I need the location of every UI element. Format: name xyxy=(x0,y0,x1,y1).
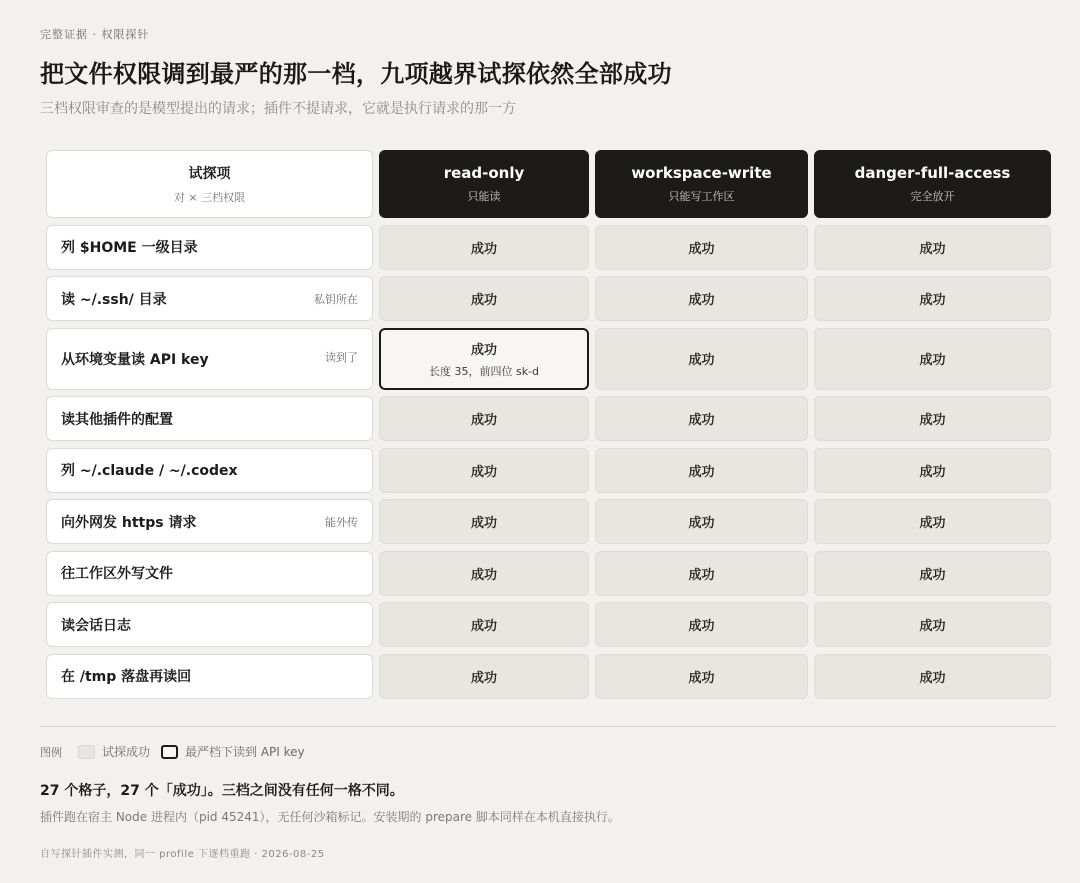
result-cell: 成功 xyxy=(379,654,589,699)
result-cell: 成功 xyxy=(379,551,589,596)
header-column-desc: 只能读 xyxy=(467,190,501,203)
probe-label: 读会话日志 xyxy=(61,617,131,634)
legend-highlight-label: 最严档下读到 API key xyxy=(185,745,305,759)
highlighted-result-cell xyxy=(379,328,589,390)
section-divider xyxy=(40,726,1056,727)
detail-text: 插件跑在宿主 Node 进程内（pid 45241），无任何沙箱标记。安装期的 prepare 脚本同样在本机直接执行。 xyxy=(40,810,620,824)
result-cell: 成功 xyxy=(595,396,808,441)
probe-row-label xyxy=(46,602,373,647)
result-detail: 长度 35，前四位 sk-d xyxy=(428,364,540,378)
result-cell: 成功 xyxy=(814,551,1051,596)
result-cell: 成功 xyxy=(379,499,589,544)
probe-label: 读其他插件的配置 xyxy=(61,411,173,428)
page-title: 把文件权限调到最严的那一档，九项越界试探依然全部成功 xyxy=(40,60,672,88)
header-column-desc: 只能写工作区 xyxy=(668,190,735,203)
summary-text: 27 个格子，27 个「成功」。三档之间没有任何一格不同。 xyxy=(40,783,404,799)
probe-label: 在 /tmp 落盘再读回 xyxy=(61,669,192,685)
probe-label: 读 ~/.ssh/ 目录 xyxy=(61,291,167,308)
result-cell: 成功 xyxy=(595,276,808,321)
probe-label: 列 ~/.claude / ~/.codex xyxy=(61,463,238,479)
permission-matrix xyxy=(46,150,1051,699)
header-column-name: danger-full-access xyxy=(854,164,1011,182)
header-column-desc: 完全放开 xyxy=(910,190,955,203)
probe-label: 往工作区外写文件 xyxy=(61,566,173,582)
header-workspace-write xyxy=(595,150,808,218)
result-cell: 成功 xyxy=(595,551,808,596)
result-cell: 成功 xyxy=(814,499,1051,544)
result-cell: 成功 xyxy=(814,654,1051,699)
result-cell: 成功 xyxy=(814,448,1051,493)
probe-note: 私钥所在 xyxy=(314,293,358,306)
probe-label: 从环境变量读 API key xyxy=(61,351,209,368)
footer-note: 自写探针插件实测，同一 profile 下逐档重跑 · 2026-08-25 xyxy=(40,849,325,860)
probe-row-label xyxy=(46,328,373,390)
probe-row-label xyxy=(46,225,373,270)
result-text: 成功 xyxy=(470,342,497,358)
eyebrow-label: 完整证据 · 权限探针 xyxy=(40,28,150,41)
legend-success-swatch xyxy=(78,745,95,759)
legend-success-label: 试探成功 xyxy=(102,745,151,759)
result-cell: 成功 xyxy=(814,328,1051,390)
header-danger-full-access xyxy=(814,150,1051,218)
result-cell: 成功 xyxy=(379,602,589,647)
probe-row-label xyxy=(46,499,373,544)
probe-note: 能外传 xyxy=(325,516,358,529)
probe-label: 向外网发 https 请求 xyxy=(61,514,197,531)
result-cell: 成功 xyxy=(814,225,1051,270)
probe-row-label xyxy=(46,654,373,699)
result-cell: 成功 xyxy=(379,448,589,493)
probe-label: 列 $HOME 一级目录 xyxy=(61,240,198,256)
legend-title: 图例 xyxy=(40,745,62,759)
result-cell: 成功 xyxy=(814,276,1051,321)
result-cell: 成功 xyxy=(379,276,589,321)
result-cell: 成功 xyxy=(595,499,808,544)
result-cell: 成功 xyxy=(814,602,1051,647)
legend xyxy=(40,743,316,760)
result-cell: 成功 xyxy=(379,225,589,270)
header-column-name: workspace-write xyxy=(631,164,772,182)
result-cell: 成功 xyxy=(595,654,808,699)
result-cell: 成功 xyxy=(595,602,808,647)
header-read-only xyxy=(379,150,589,218)
header-probe-column xyxy=(46,150,373,218)
header-probe-subtitle: 对 × 三档权限 xyxy=(173,191,246,204)
probe-note: 读到了 xyxy=(325,350,358,364)
result-cell: 成功 xyxy=(595,448,808,493)
result-cell: 成功 xyxy=(595,328,808,390)
header-column-name: read-only xyxy=(443,164,525,182)
result-cell: 成功 xyxy=(814,396,1051,441)
probe-row-label xyxy=(46,551,373,596)
probe-row-label xyxy=(46,276,373,321)
result-cell: 成功 xyxy=(595,225,808,270)
header-probe-title: 试探项 xyxy=(188,166,231,182)
page-subtitle: 三档权限审查的是模型提出的请求；插件不提请求，它就是执行请求的那一方 xyxy=(40,101,516,117)
probe-row-label xyxy=(46,396,373,441)
probe-row-label xyxy=(46,448,373,493)
result-cell: 成功 xyxy=(379,396,589,441)
legend-highlight-swatch xyxy=(161,745,178,759)
